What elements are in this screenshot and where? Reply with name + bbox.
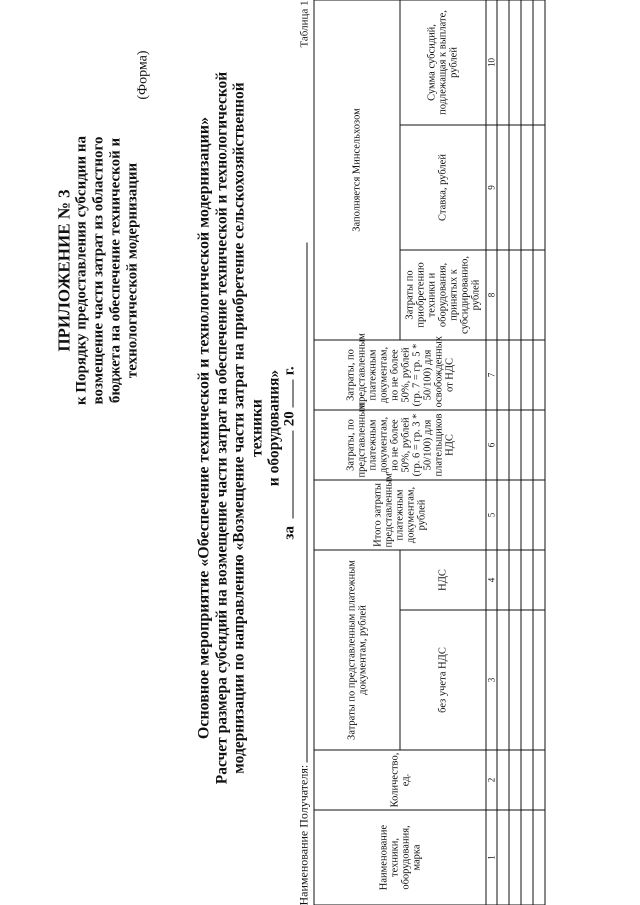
table-cell — [533, 339, 545, 409]
table-row — [497, 0, 509, 905]
table-cell — [497, 249, 509, 339]
appendix-heading: ПРИЛОЖЕНИЕ № 3 — [54, 188, 73, 352]
title-line: Расчет размера субсидий на возмещение части затрат на обеспечение технической и технологической — [212, 71, 230, 784]
title-line: и оборудования» — [265, 369, 282, 486]
header-col2: Количество, ед. — [314, 750, 486, 810]
header-col6: Затраты, по представленным платежным документам, но не более 50%, рублей (гр. 6 = гр. 3 * 50/100) для плательщиков НДС — [314, 409, 486, 479]
table-cell — [509, 549, 521, 609]
recipient-label: Наименование Получателя: — [296, 764, 310, 905]
header-col9: Ставка, рублей — [400, 124, 486, 249]
table-cell — [509, 810, 521, 905]
table-label: Таблица 1 — [298, 0, 310, 48]
header-col1: Наименование техники, оборудования, марка — [314, 810, 486, 905]
table-cell — [533, 810, 545, 905]
table-cell — [533, 549, 545, 609]
table-cell — [521, 124, 533, 249]
col-number: 8 — [486, 249, 497, 339]
table-cell — [521, 549, 533, 609]
col-number: 3 — [486, 610, 497, 750]
document-title — [195, 60, 283, 795]
table-cell — [509, 249, 521, 339]
appendix-line: технологической модернизации — [124, 162, 140, 378]
table-cell — [497, 0, 509, 124]
table-cell — [521, 610, 533, 750]
table-cell — [533, 409, 545, 479]
table-cell — [497, 479, 509, 549]
table-cell — [497, 124, 509, 249]
table-cell — [509, 610, 521, 750]
appendix-line: к Порядку предоставления субсидии на — [73, 135, 89, 405]
table-row — [533, 0, 545, 905]
table-cell — [497, 409, 509, 479]
subsidy-table — [313, 0, 545, 905]
table-cell — [497, 750, 509, 810]
table-cell — [521, 479, 533, 549]
appendix-block — [55, 60, 141, 480]
header-col4: НДС — [400, 549, 486, 609]
table-cell — [509, 124, 521, 249]
table-cell — [509, 409, 521, 479]
table-cell — [521, 249, 533, 339]
col-number: 6 — [486, 409, 497, 479]
table-cell — [533, 124, 545, 249]
header-group-costs: Затраты по представленным платежным документам, рублей — [314, 549, 400, 749]
header-col10: Сумма субсидий, подлежащая к выплате, рублей — [400, 0, 486, 124]
period-suffix: г. — [281, 365, 297, 375]
col-number: 7 — [486, 339, 497, 409]
table-cell — [533, 0, 545, 124]
col-number: 4 — [486, 549, 497, 609]
table-cell — [509, 339, 521, 409]
col-number: 9 — [486, 124, 497, 249]
period-blank — [278, 430, 293, 518]
form-label: (Форма) — [135, 50, 150, 100]
col-number: 2 — [486, 750, 497, 810]
recipient-blank — [295, 242, 307, 762]
table-cell — [509, 479, 521, 549]
table-cell — [521, 409, 533, 479]
col-number: 10 — [486, 0, 497, 124]
table-cell — [509, 0, 521, 124]
table-row — [521, 0, 533, 905]
header-group-ministry: Заполняется Минсельхозом — [314, 0, 400, 339]
table-cell — [497, 339, 509, 409]
table-cell — [533, 610, 545, 750]
period-year: 20 — [281, 410, 297, 426]
table-cell — [533, 750, 545, 810]
title-line: Основное мероприятие «Обеспечение технической и технологической модернизации» — [195, 116, 212, 739]
appendix-line: бюджета на обеспечение технической и — [107, 137, 123, 403]
period-prefix: за — [281, 525, 297, 540]
col-number: 5 — [486, 479, 497, 549]
header-col5: Итого затраты представленным платежным документам, рублей — [314, 479, 486, 549]
table-cell — [533, 479, 545, 549]
table-row — [509, 0, 521, 905]
table-cell — [521, 750, 533, 810]
table-cell — [509, 750, 521, 810]
table-cell — [533, 249, 545, 339]
title-line: модернизации по направлению «Возмещение части затрат на приобретение сельскохозяйственной техники — [230, 81, 265, 774]
recipient-field — [295, 242, 311, 905]
table-cell — [521, 810, 533, 905]
table-cell — [497, 610, 509, 750]
appendix-line: возмещение части затрат из областного — [90, 136, 106, 404]
period-blank — [278, 379, 293, 407]
header-col3: без учета НДС — [400, 610, 486, 750]
header-col7: Затраты, по представленным платежным документам, но не более 50%, рублей (гр. 7 = гр. 5 * 50/100) для освобожденных от НДС — [314, 339, 486, 409]
col-number: 1 — [486, 810, 497, 905]
header-col8: Затраты по приобретению техники и оборудования, принятых к субсидированию, рублей — [400, 249, 486, 339]
table-cell — [497, 549, 509, 609]
table-cell — [521, 0, 533, 124]
table-cell — [497, 810, 509, 905]
table-cell — [521, 339, 533, 409]
